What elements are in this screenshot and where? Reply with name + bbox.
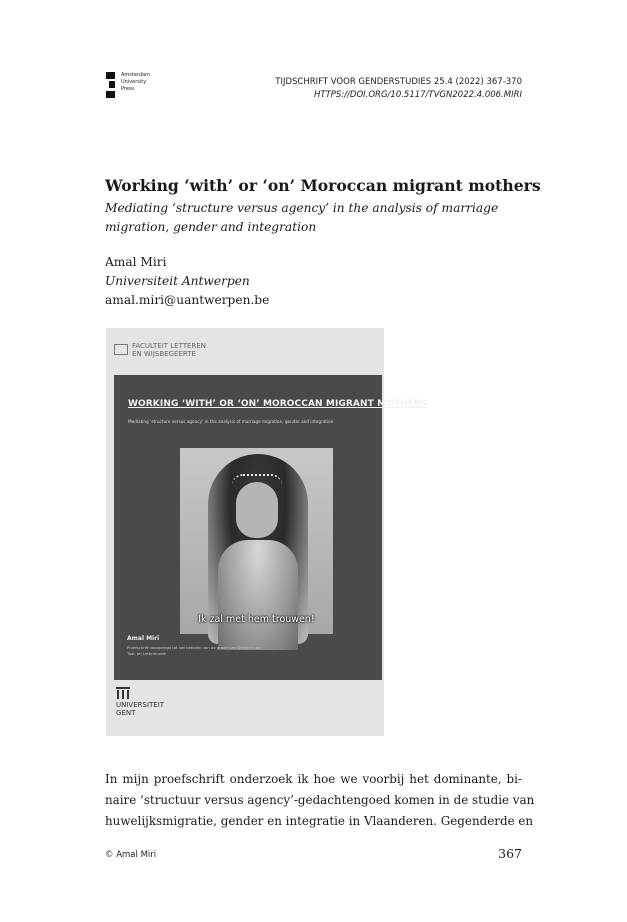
photo-caption: Ik zal met hem trouwen! (198, 614, 315, 625)
university-building-icon (116, 687, 130, 699)
doi-link[interactable]: HTTPS://DOI.ORG/10.5117/TVGN2022.4.006.MIRI (314, 90, 522, 100)
body-line: naire ‘structuur versus agency’-gedachtengoed komen in de studie van (105, 793, 535, 807)
cover-subtitle: Mediating ‘structure versus agency’ in the analysis of marriage migration, gender and integration (128, 419, 334, 424)
author-block (105, 253, 269, 310)
aup-logo-icon (106, 72, 115, 98)
university-logo: UNIVERSITEIT GENT (116, 687, 164, 717)
copyright: © Amal Miri (105, 850, 157, 860)
article-title: Working ‘with’ or ‘on’ Moroccan migrant mothers (105, 176, 541, 195)
body-paragraph (105, 769, 535, 832)
cover-author-subtext: Proefschrift voorgelegd tot het behalen van de graad van Doctor in de Taal- en Letterkunde (127, 645, 261, 656)
book-icon (114, 344, 128, 355)
journal-citation: TIJDSCHRIFT VOOR GENDERSTUDIES 25.4 (2022) 367-370 (275, 77, 522, 87)
journal-header (275, 76, 522, 102)
page-number: 367 (498, 846, 522, 861)
faculty-label: FACULTEIT LETTEREN EN WIJSBEGEERTE (114, 342, 206, 358)
author-email[interactable]: amal.miri@uantwerpen.be (105, 293, 270, 307)
cover-author: Amal Miri (127, 635, 160, 642)
publisher-name: Amsterdam University Press (121, 72, 151, 92)
publisher-logo (106, 72, 150, 98)
bride-photo (180, 448, 333, 634)
article-subtitle: Mediating ‘structure versus agency’ in the analysis of marriage migration, gender and integration (105, 201, 499, 234)
dissertation-cover-image (106, 328, 428, 736)
cover-panel (114, 375, 428, 680)
cover-title: WORKING ‘WITH’ OR ‘ON’ MOROCCAN MIGRANT MOTHERS (128, 399, 428, 409)
author-name: Amal Miri (105, 255, 167, 269)
body-line: In mijn proefschrift onderzoek ik hoe we voorbij het dominante, bi- (105, 772, 522, 786)
author-affiliation: Universiteit Antwerpen (105, 274, 250, 288)
body-line: huwelijksmigratie, gender en integratie in Vlaanderen. Gegenderde en (105, 814, 534, 828)
